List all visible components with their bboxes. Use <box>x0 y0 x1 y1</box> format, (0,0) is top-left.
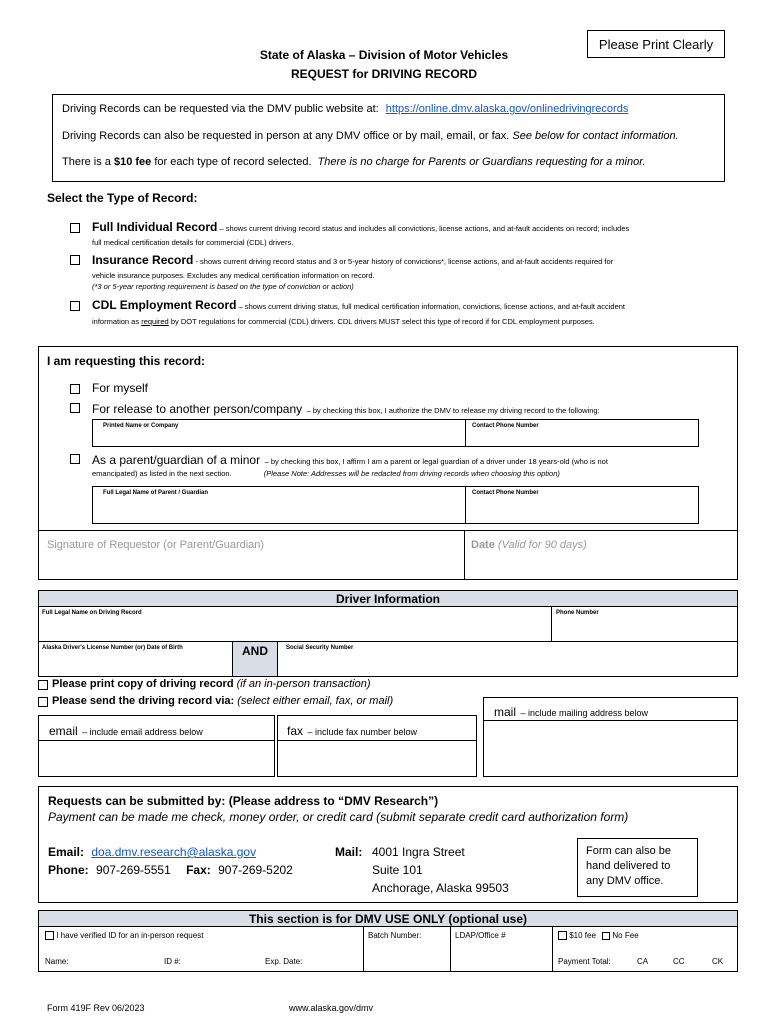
email-label: Email: <box>48 845 85 859</box>
ssn-field[interactable] <box>278 642 737 676</box>
full-record-checkbox[interactable] <box>70 223 80 233</box>
printed-name-field[interactable] <box>92 419 466 447</box>
research-email-link[interactable]: doa.dmv.research@alaska.gov <box>91 845 257 859</box>
print-copy-checkbox[interactable] <box>38 680 48 690</box>
send-via-option <box>52 695 393 707</box>
parent-desc2: emancipated) as listed in the next section. <box>92 469 232 478</box>
insurance-record-note: (*3 or 5-year reporting requirement is based on the type of conviction or action) <box>92 282 354 291</box>
for-myself-label: For myself <box>92 381 149 395</box>
phone-value: 907-269-5551 <box>96 863 171 877</box>
mail-delivery-header <box>494 703 648 721</box>
mail-address-line2: Suite 101 <box>372 863 423 877</box>
intro-line1 <box>62 103 628 115</box>
dmv-exp-label: Exp. Date: <box>265 957 303 966</box>
date-label-row <box>471 539 587 551</box>
ldap-office-label: LDAP/Office # <box>455 931 506 940</box>
fax-label: Fax: <box>186 863 211 877</box>
fee-amount: $10 fee <box>113 156 152 168</box>
phone-row <box>48 863 293 877</box>
intro-line3-pre: There is a <box>62 156 111 168</box>
verified-id-checkbox[interactable] <box>45 931 54 940</box>
and-label: AND <box>233 642 278 676</box>
signature-field[interactable] <box>39 530 465 580</box>
phone-label: Phone: <box>48 863 89 877</box>
fee-checkbox[interactable] <box>558 931 567 940</box>
cdl-record-desc2 <box>92 317 595 326</box>
form-number: Form 419F Rev 06/2023 <box>47 1003 145 1013</box>
release-checkbox[interactable] <box>70 403 80 413</box>
release-desc: – by checking this box, I authorize the DMV to release my driving record to the following: <box>306 406 600 415</box>
email-row <box>48 845 256 859</box>
printed-name-label: Printed Name or Company <box>103 423 179 429</box>
fax-value: 907-269-5202 <box>218 863 293 877</box>
print-copy-option <box>52 678 371 690</box>
signature-label: Signature of Requestor (or Parent/Guardian) <box>47 539 265 551</box>
driver-phone-label: Phone Number <box>556 610 599 616</box>
mail-address-line3: Anchorage, Alaska 99503 <box>372 881 509 895</box>
dmv-use-heading: This section is for DMV USE ONLY (optional use) <box>39 911 737 927</box>
mail-address-line1: 4001 Ingra Street <box>372 845 465 859</box>
email-delivery-box <box>38 715 275 777</box>
verified-id-row <box>45 931 203 940</box>
no-fee-checkbox[interactable] <box>602 932 610 940</box>
batch-number-label: Batch Number: <box>368 931 422 940</box>
intro-line3-italic: There is no charge for Parents or Guardians requesting for a minor. <box>317 156 646 168</box>
intro-line2-italic: See below for contact information. <box>512 130 679 142</box>
fax-delivery-title: fax <box>287 724 304 738</box>
hand-delivery-line1: Form can also be <box>586 845 671 857</box>
print-copy-label: Please print copy of driving record <box>52 678 234 690</box>
dmv-divider-2 <box>450 927 451 971</box>
cdl-record-title: CDL Employment Record <box>92 298 237 312</box>
driver-info-section <box>38 590 738 677</box>
insurance-record-option <box>92 253 613 267</box>
cdl-desc2-c: by DOT regulations for commercial (CDL) drivers. CDL drivers MUST select this type of record if for CDL employment purposes. <box>170 317 595 326</box>
intro-line2-text: Driving Records can also be requested in person at any DMV office or by mail, email, or fax. <box>62 130 510 142</box>
insurance-record-desc1: - shows current driving record status and 3 or 5-year history of convictions*, license actions, and at-fault accidents required for <box>195 257 614 266</box>
ssn-label: Social Security Number <box>286 645 354 651</box>
send-via-label: Please send the driving record via: <box>52 695 235 707</box>
email-delivery-desc: – include email address below <box>82 727 203 737</box>
cdl-desc2-required: required <box>141 317 169 326</box>
parent-note: (Please Note: Addresses will be redacted from driving records when choosing this option) <box>263 469 560 478</box>
cdl-record-desc1: – shows current driving status, full medical certification information, convictions, license actions, and at-fault accident <box>238 302 625 311</box>
print-clearly-label: Please Print Clearly <box>598 36 714 52</box>
email-delivery-header <box>49 722 203 740</box>
dmv-id-label: ID #: <box>164 957 181 966</box>
mail-delivery-title: mail <box>494 705 517 719</box>
dmv-divider-1 <box>363 927 364 971</box>
insurance-record-title: Insurance Record <box>92 253 194 267</box>
requesting-heading: I am requesting this record: <box>47 354 206 368</box>
send-via-checkbox[interactable] <box>38 697 48 707</box>
insurance-record-desc2: vehicle insurance purposes. Excludes any medical certification information on record. <box>92 271 375 280</box>
payment-ca-label: CA <box>637 957 649 966</box>
cdl-record-checkbox[interactable] <box>70 301 80 311</box>
verified-id-label: I have verified ID for an in-person request <box>56 931 204 940</box>
mail-delivery-desc: – include mailing address below <box>520 708 649 718</box>
dmv-divider-3 <box>552 927 553 971</box>
fax-delivery-box <box>277 715 477 777</box>
release-label: For release to another person/company <box>92 402 303 416</box>
intro-line2 <box>62 130 679 142</box>
full-record-option <box>92 220 629 234</box>
print-copy-note: (if an in-person transaction) <box>236 678 371 690</box>
mail-delivery-input[interactable] <box>484 720 737 776</box>
date-field[interactable] <box>465 530 737 580</box>
parent-desc1: – by checking this box, I affirm I am a parent or legal guardian of a driver under 18 years-old (who is not <box>264 457 608 466</box>
parent-label: As a parent/guardian of a minor <box>92 453 261 467</box>
send-via-note: (select either email, fax, or mail) <box>237 695 394 707</box>
hand-delivery-line3: any DMV office. <box>586 875 664 887</box>
driver-name-field[interactable] <box>39 607 552 642</box>
mail-label: Mail: <box>335 845 363 859</box>
mail-delivery-box <box>483 697 738 777</box>
hand-delivery-box <box>577 838 698 897</box>
fax-delivery-desc: – include fax number below <box>307 727 418 737</box>
driver-phone-field[interactable] <box>552 607 737 642</box>
email-delivery-input[interactable] <box>39 740 274 776</box>
form-title-line1: State of Alaska – Division of Motor Vehicles <box>259 48 509 62</box>
dmv-name-label: Name: <box>45 957 69 966</box>
record-type-heading: Select the Type of Record: <box>47 191 198 205</box>
parent-phone-label: Contact Phone Number <box>472 490 539 496</box>
license-label: Alaska Driver's License Number (or) Date of Birth <box>42 645 183 651</box>
release-phone-field[interactable] <box>465 419 699 447</box>
intro-line1-text: Driving Records can be requested via the DMV public website at: <box>62 103 379 115</box>
fee-row <box>558 931 639 940</box>
for-myself-checkbox[interactable] <box>70 384 80 394</box>
online-records-link[interactable]: https://online.dmv.alaska.gov/onlinedrivingrecords <box>385 103 629 115</box>
fax-delivery-header <box>287 722 417 740</box>
cdl-desc2-a: information as <box>92 317 140 326</box>
release-phone-label: Contact Phone Number <box>472 423 539 429</box>
date-note: (Valid for 90 days) <box>497 539 587 551</box>
license-field[interactable] <box>39 642 233 676</box>
driver-name-label: Full Legal Name on Driving Record <box>42 610 142 616</box>
payment-info: Payment can be made me check, money order, or credit card (submit separate credit card authorization form) <box>48 810 629 824</box>
dmv-use-section <box>38 910 738 972</box>
intro-line3-post: for each type of record selected. <box>154 156 312 168</box>
full-record-title: Full Individual Record <box>92 220 218 234</box>
payment-ck-label: CK <box>712 957 724 966</box>
full-record-desc2: full medical certification details for commercial (CDL) drivers. <box>92 238 294 247</box>
intro-box <box>52 94 725 182</box>
payment-total-label: Payment Total: <box>558 957 611 966</box>
submission-heading: Requests can be submitted by: (Please address to “DMV Research”) <box>48 794 439 808</box>
parent-name-field[interactable] <box>92 486 466 524</box>
hand-delivery-line2: hand delivered to <box>586 860 671 872</box>
no-fee-label: No Fee <box>612 931 639 940</box>
full-record-desc1: – shows current driving record status and includes all convictions, license actions, and at-fault accidents on record; includes <box>219 224 630 233</box>
submission-section <box>38 786 738 903</box>
driver-info-heading: Driver Information <box>39 591 737 607</box>
parent-desc2-row <box>92 469 560 478</box>
payment-cc-label: CC <box>673 957 685 966</box>
parent-checkbox[interactable] <box>70 454 80 464</box>
parent-phone-field[interactable] <box>465 486 699 524</box>
email-delivery-title: email <box>49 724 78 738</box>
fax-delivery-input[interactable] <box>278 740 476 776</box>
intro-line3 <box>62 156 646 168</box>
footer-url: www.alaska.gov/dmv <box>289 1003 374 1013</box>
requesting-section <box>38 346 738 580</box>
cdl-record-option <box>92 298 625 312</box>
insurance-record-checkbox[interactable] <box>70 255 80 265</box>
parent-option <box>92 451 608 469</box>
form-title-line2: REQUEST for DRIVING RECORD <box>290 67 477 81</box>
release-option <box>92 400 600 418</box>
fee-label: $10 fee <box>569 931 596 940</box>
parent-name-label: Full Legal Name of Parent / Guardian <box>103 490 209 496</box>
date-label: Date <box>471 539 495 551</box>
